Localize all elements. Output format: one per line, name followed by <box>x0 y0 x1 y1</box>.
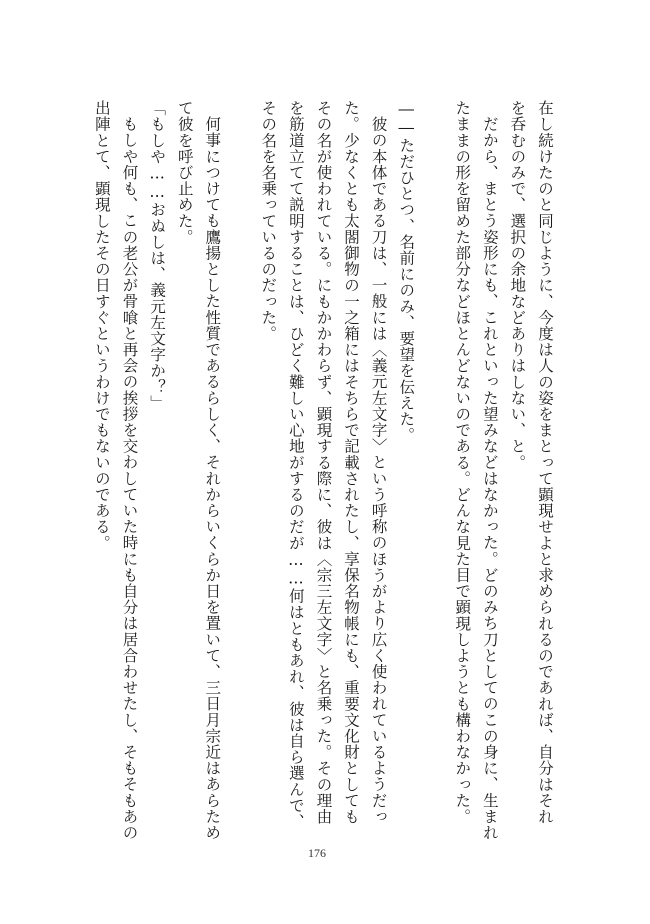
page-number: 176 <box>308 846 326 860</box>
section-break <box>420 100 448 110</box>
paragraph-7: もしや何も、この老公が骨喰と再会の挨拶を交わしていた時にも自分は居合わせたし、そもそもあの出陣とて、顕現したその日すぐというわけでもないのである。 <box>92 100 139 840</box>
paragraph-5: 何事につけても鷹揚とした性質であるらしく、それからいくらか日を置いて、三日月宗近はあらためて彼を呼び止めた。 <box>175 100 222 840</box>
section-break <box>226 100 254 110</box>
paragraph-3: ――ただひとつ、名前にのみ、要望を伝えた。 <box>397 100 416 444</box>
paragraph-4: 彼の本体である刀は、一般には〈義元左文字〉という呼称のほうがより広く使われているようだった。少なくとも太閤御物の一之箱にはそちらで記載されたし、享保名物帳にも、重要文化財としてもその名が使われている。にもかかわらず、顕現する際に、彼は〈宗三左文字〉と名乗った。その理由を筋道立てて説明することは、ひどく難しい心地がするのだが……何はともあれ、彼は自ら選んで、その名を名乗っているのだった。 <box>259 100 388 830</box>
paragraph-1: 在し続けたのと同じように、今度は人の姿をまとって顕現せよと求められるのであれば、自分はそれを呑むのみで、選択の余地などありはしない、と。 <box>508 100 554 825</box>
paragraph-2: だから、まとう姿形にも、これといった望みなどはなかった。どのみち刀としてのこの身に、生まれたままの形を留めた部分などほとんどないのである。どんな見た目で顕現しようとも構わなかった。 <box>453 100 499 840</box>
body-text <box>87 100 558 840</box>
paragraph-6: 「もしや……おぬしは、義元左文字か？」 <box>148 100 167 411</box>
